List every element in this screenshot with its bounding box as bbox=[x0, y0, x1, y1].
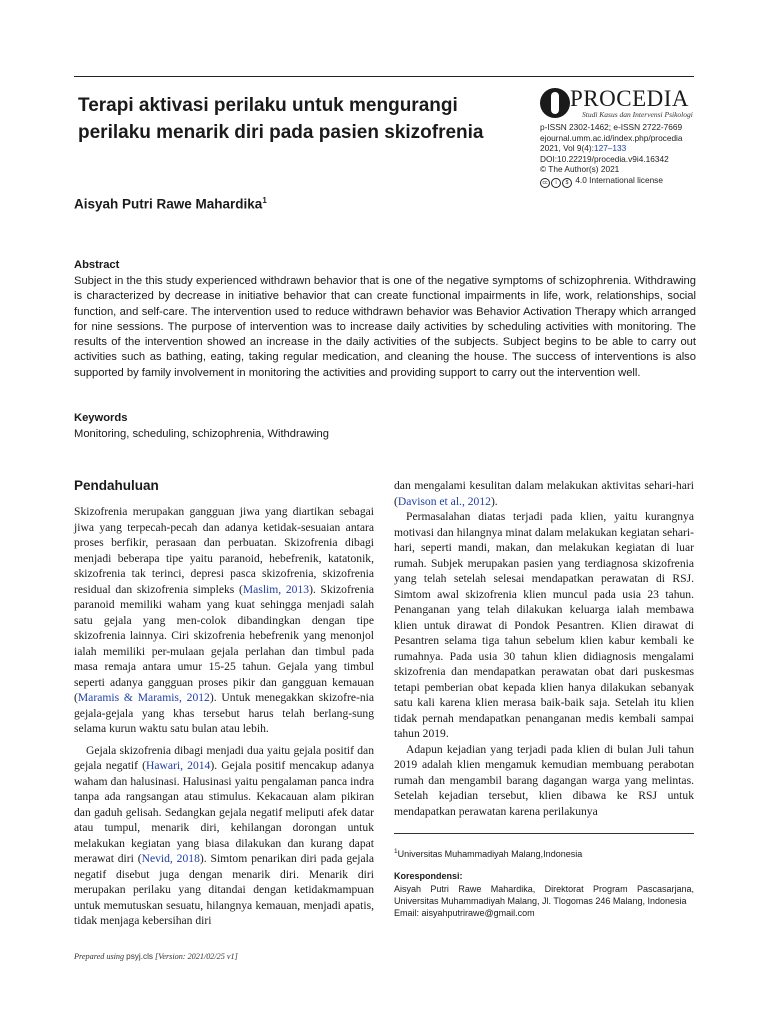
keywords-heading: Keywords bbox=[74, 412, 128, 424]
korespondensi-address: Aisyah Putri Rawe Mahardika, Direktorat Program Pascasarjana, Universitas Muhammadiyah Malang, Jl. Tlogomas 246 Malang, Indonesia bbox=[394, 883, 694, 906]
citation-link[interactable]: Davison et al., 2012 bbox=[397, 494, 491, 508]
footnotes bbox=[394, 846, 694, 919]
citation-link[interactable]: Maramis & Maramis, 2012 bbox=[77, 691, 210, 704]
article-title: Terapi aktivasi perilaku untuk mengurangi perilaku menarik diri pada pasien skizofrenia bbox=[78, 95, 484, 143]
pages-link[interactable]: 127–133 bbox=[593, 143, 627, 153]
abstract-heading: Abstract bbox=[74, 259, 120, 271]
issn: p-ISSN 2302-1462; e-ISSN 2722-7669 bbox=[540, 122, 683, 132]
cc-icon: cc bbox=[540, 178, 550, 188]
doi[interactable]: DOI:10.22219/procedia.v9i4.16342 bbox=[540, 153, 669, 164]
affiliation: $^1$Universitas Muhammadiyah Malang,Indonesia bbox=[394, 848, 583, 859]
journal-logo bbox=[540, 86, 700, 120]
nc-icon: $ bbox=[562, 178, 572, 188]
top-rule bbox=[74, 76, 694, 77]
section-heading: Pendahuluan bbox=[74, 478, 159, 493]
citation-link[interactable]: Nevid, 2018 bbox=[141, 852, 200, 865]
right-column bbox=[394, 478, 694, 819]
keywords-text: Monitoring, scheduling, schizophrenia, Withdrawing bbox=[74, 428, 329, 440]
paragraph: Permasalahan diatas terjadi pada klien, yaitu kurangnya motivasi dan hilangnya minat dalam melakukan kegiatan sehari-hari, seperti mandi, makan, dan melakukan kegiatan di luar rumah. Subjek merupakan pasien yang terdiagnosa skizofrenia yang telah setelah selesai mendapatkan perawatan di RSJ. Simtom awal skizofrenia klien muncul pada usia 23 tahun. Penanganan yang telah dilakukan keluarga ialah membawa klien untuk dirawat di Pondok Pesantren. Klien dirawat di Pesantren selama tiga tahun sebelum klien kabur kembali ke rumahnya. Pada usia 30 tahun klien didiagnosis mengalami skizofrenia dan mendapatkan perawatan obat dari puskesmas tetapi pemberian obat kepada klien hanya dilakukan sebanyak satu kali karena klien merasa baik-baik saja. Setelah itu klien tidak pernah mendapatkan penanganan medis kembali sampai tahun 2019. bbox=[394, 510, 694, 740]
citation-link[interactable]: Maslim, 2013 bbox=[242, 582, 310, 596]
procedia-logo-icon bbox=[540, 88, 570, 118]
citation-link[interactable]: Hawari, 2014 bbox=[146, 759, 211, 772]
volume-pages: 2021, Vol 9(4):127–133 bbox=[540, 143, 627, 153]
paragraph: dan mengalami kesulitan dalam melakukan aktivitas sehari-hari (Davison et al., 2012). bbox=[394, 479, 694, 508]
license: cc i $ 4.0 International license bbox=[540, 175, 710, 188]
email[interactable]: Email: aisyahputrirawe@gmail.com bbox=[394, 908, 535, 919]
author-name: Aisyah Putri Rawe Mahardika$^1$ bbox=[74, 196, 267, 212]
journal-name: PROCEDIA bbox=[570, 86, 690, 111]
by-icon: i bbox=[551, 178, 561, 188]
journal-tagline: Studi Kasus dan Intervensi Psikologi bbox=[582, 110, 693, 119]
korespondensi-heading: Korespondensi: bbox=[394, 871, 463, 882]
journal-meta bbox=[540, 122, 710, 188]
author-affil-marker: 1 bbox=[262, 196, 267, 205]
paragraph: Gejala skizofrenia dibagi menjadi dua yaitu gejala positif dan gejala negatif (Hawari, 2014). Gejala positif mencakup adanya waham dan halusinasi. Halusinasi yaitu pengalaman panca indra tanpa ada rangsangan atau stimulus. Kekacauan alam pikiran dan gaduh gelisah. Sedangkan gejala negatif meliputi afek datar atau tumpul, menarik diri, kehilangan dorongan untuk melakukan kegiatan yang biasa dilakukan dan kurang dapat merawat diri (Nevid, 2018). Simtom penarikan diri pada gejala negatif disebut juga dengan menarik diri. Menarik diri merupakan perilaku yang ditandai dengan ketidakmampuan untuk memutuskan sesuatu, hilangnya kemauan, menjadi apatis, tidak menjaga kebersihan diri bbox=[74, 743, 375, 927]
journal-url[interactable]: ejournal.umm.ac.id/index.php/procedia bbox=[540, 132, 683, 143]
paragraph: Skizofrenia merupakan gangguan jiwa yang diartikan sebagai jiwa yang terpecah-pecah dan adanya ketidak-sesuaian antara proses berfikir, perasaan dan perbuatan. Skizofrenia dibagi menjadi beberapa tipe yaitu paranoid, hebefrenik, katatonik, skizofrenia tak terinci, depresi pasca skizofrenia, skizofrenia residual dan skizofrenia simpleks (Maslim, 2013). Skizofrenia paranoid memiliki waham yang kuat sehingga menjadi salah satu gejala yang men-colok dibandingkan dengan tipe skizofrenia lainnya. Ciri skizofrenia hebefrenik yang menonjol ialah memiliki per-mulaan gejala perlahan dan timbul pada masa remaja antara umur 15-25 tahun. Gejala yang timbul seperti adanya gangguan proses pikir dan gangguan kemauan (Maramis & Maramis, 2012). Untuk menegakkan skizofre-nia gejala-gejala yang khas tersebut harus telah berlang-sung selama kurun waktu satu bulan atau lebih. bbox=[74, 505, 374, 735]
footnote-rule bbox=[394, 833, 694, 834]
abstract-text: Subject in the this study experienced withdrawn behavior that is one of the negative symptoms of schizophrenia. Withdrawing is characterized by decrease in initiative behavior that can create functional impairments in life, work, relationships, social function, and self-care. The intervention used to reduce withdrawn behavior was Behavior Activation Therapy which arranged for nine sessions. The purpose of intervention was to increase daily activities by scheduling activities with monitoring. The results of the intervention showed an increase in the daily activities of the subjects. Subject begins to be able to carry out activities such as bathing, eating, taking regular medication, and cleaning the house. The success of interventions is also supported by family involvement in monitoring the activities and providing support to carry out the intervention well. bbox=[74, 275, 696, 379]
paragraph: Adapun kejadian yang terjadi pada klien di bulan Juli tahun 2019 adalah klien mengamuk kemudian membuang perabotan rumah dan mengambil barang dagangan warga yang melintas. Setelah kejadian tersebut, klien dibawa ke RSJ untuk mendapatkan perawatan karena perilakunya bbox=[394, 742, 694, 818]
copyright: © The Author(s) 2021 bbox=[540, 164, 620, 174]
left-column bbox=[74, 478, 374, 929]
prepared-using-footer: Prepared using psyj.cls [Version: 2021/02/25 v1] bbox=[74, 952, 238, 961]
